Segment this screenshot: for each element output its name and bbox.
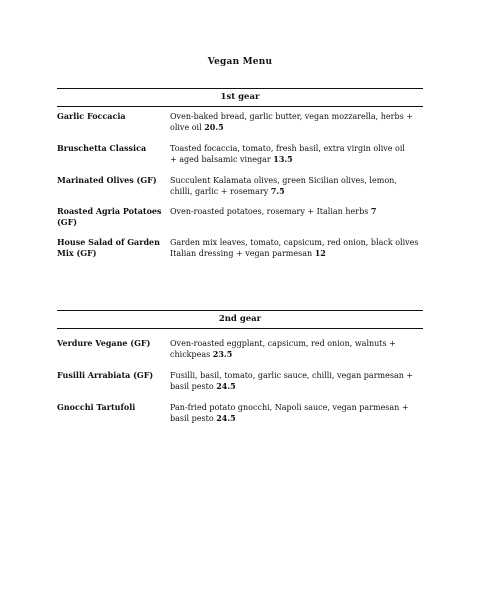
item-description: Toasted focaccia, tomato, fresh basil, extra virgin olive oil + aged balsamic vinegar [170, 144, 405, 164]
section-heading: 2nd gear [57, 310, 423, 329]
item-description: Oven-roasted potatoes, rosemary + Italian herbs [170, 207, 369, 216]
item-price: 7 [370, 206, 377, 216]
item-description-block [170, 402, 410, 424]
item-price: 23.5 [212, 349, 233, 359]
menu-section-1st-gear [57, 88, 423, 268]
item-name: Gnocchi Tartufoli [57, 402, 136, 412]
item-name: Verdure Vegane (GF) [57, 338, 151, 348]
item-name: Marinated Olives (GF) [57, 175, 157, 185]
item-price: 24.5 [216, 413, 236, 423]
item-price: 7.5 [270, 186, 285, 196]
item-name: Garlic Foccacia [57, 111, 126, 121]
item-description: Oven-roasted eggplant, capsicum, red onion, walnuts + chickpeas [170, 339, 396, 359]
item-name: Bruschetta Classica [57, 143, 147, 153]
section-heading: 1st gear [57, 88, 423, 107]
item-description-block [170, 175, 420, 197]
item-name: Fusilli Arrabiata (GF) [57, 370, 154, 380]
item-name: House Salad of Garden Mix (GF) [57, 237, 160, 258]
menu-title: Vegan Menu [207, 57, 273, 67]
item-description-block [170, 370, 420, 392]
menu-section-2nd-gear [57, 310, 423, 430]
item-description-block [170, 111, 430, 133]
item-description: Fusilli, basil, tomato, garlic sauce, chilli, vegan parmesan + basil pesto [170, 371, 414, 391]
item-price: 13.5 [273, 154, 293, 164]
item-description: Garden mix leaves, tomato, capsicum, red onion, black olives Italian dressing + vegan parmesan [170, 238, 419, 258]
item-description: Oven-baked bread, garlic butter, vegan mozzarella, herbs + olive oil [170, 112, 413, 132]
item-description-block [170, 143, 410, 165]
item-price: 24.5 [216, 381, 236, 391]
item-price: 20.5 [204, 122, 224, 132]
item-name: Roasted Agria Potatoes (GF) [57, 206, 162, 227]
item-description-block [170, 206, 430, 217]
item-description-block [170, 338, 405, 360]
item-description: Succulent Kalamata olives, green Sicilian olives, lemon, chilli, garlic + rosemary [170, 176, 397, 196]
item-description-block [170, 237, 428, 259]
item-price: 12 [314, 248, 326, 258]
item-description: Pan-fried potato gnocchi, Napoli sauce, vegan parmesan + basil pesto [170, 403, 409, 423]
